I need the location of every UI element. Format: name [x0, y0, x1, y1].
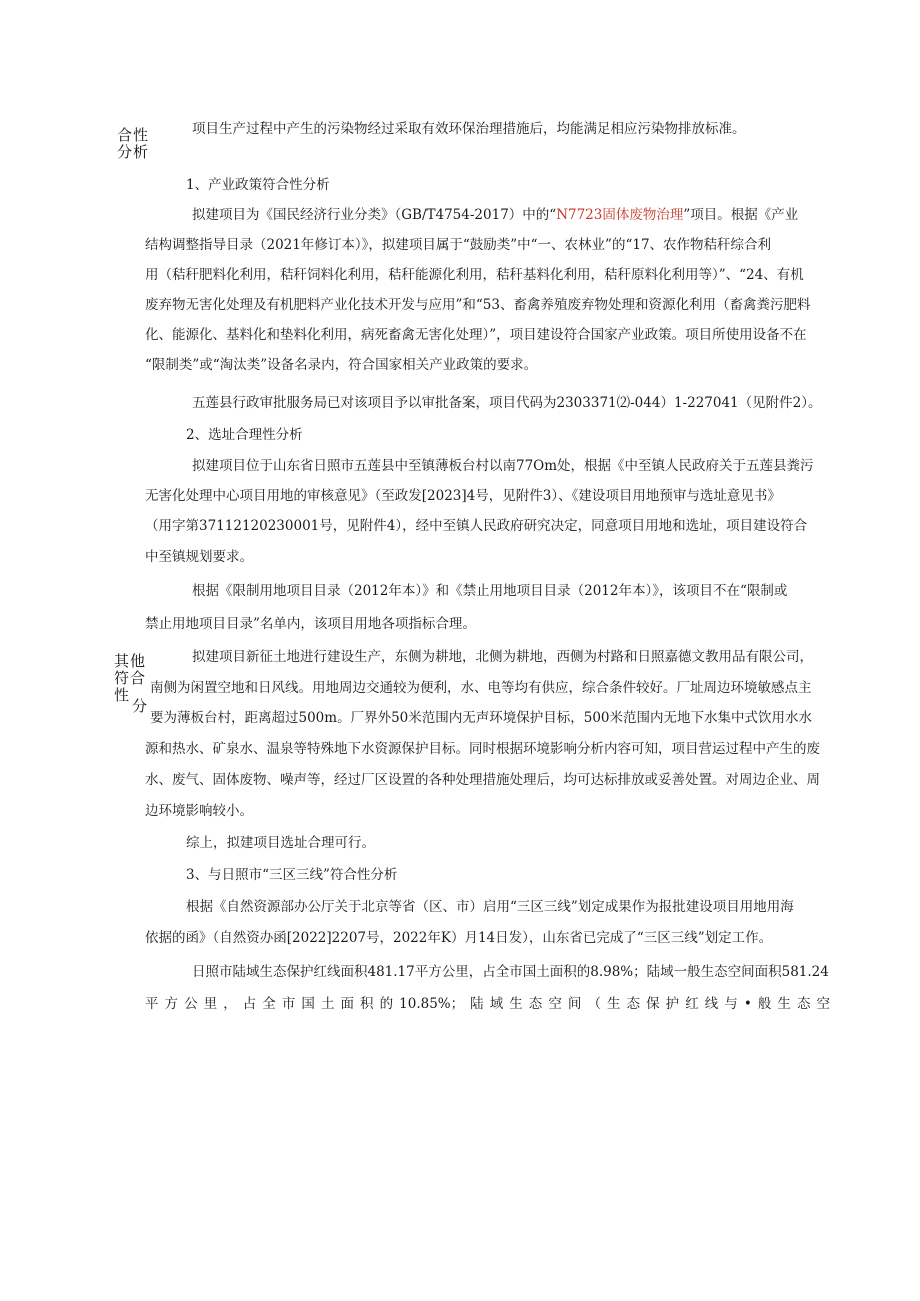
- section2-heading: 2、选址合理性分析: [186, 427, 303, 443]
- side-label-mid-line1: 其他: [114, 652, 147, 670]
- side-label-mid-line4: 分: [132, 697, 149, 715]
- section2-para3-line6: 边环境影响较小。: [145, 803, 253, 819]
- section1-para1-line5: 化、能源化、基料化和垫料化利用，病死畜禽无害化处理）”，项目建设符合国家产业政策。项目所使用设备不在: [145, 327, 807, 343]
- section1-heading: 1、产业政策符合性分析: [186, 177, 330, 193]
- section1-para1-line1: 拟建项目为《国民经济行业分类》（GB/T4754-2017）中的“N7723固体废物治理”项目。根据《产业: [192, 207, 799, 223]
- side-label-top-line2: 分析: [117, 143, 150, 161]
- section2-para1-line3: （用字第37112120230001号，见附件4），经中至镇人民政府研究决定，同意项目用地和选址，项目建设符合: [145, 518, 808, 534]
- section1-para1-line6: “限制类”或“淘汰类”设备名录内，符合国家相关产业政策的要求。: [145, 357, 538, 373]
- section2-para1-line2: 无害化处理中心项目用地的审核意见》（至政发[2023]4号，见附件3）、《建设项目用地预审与选址意见书》: [145, 488, 781, 504]
- section3-para2-line1: 日照市陆域生态保护红线面积481.17平方公里，占全市国土面积的8.98%；陆域一般生态空间面积581.24: [192, 964, 829, 980]
- section3-para1-line1: 根据《自然资源部办公厅关于北京等省（区、市）启用“三区三线”划定成果作为报批建设项目用地用海: [186, 899, 794, 915]
- side-label-mid: [114, 652, 154, 715]
- section1-para1-line4: 废弃物无害化处理及有机肥料产业化技术开发与应用”和“53、畜禽养殖废弃物处理和资源化利用（畜禽粪污肥料: [145, 297, 811, 313]
- section2-para3-line4: 源和热水、矿泉水、温泉等特殊地下水资源保护目标。同时根据环境影响分析内容可知，项目营运过程中产生的废: [145, 741, 820, 757]
- section3-para1-line2: 依据的函》（自然资办函[2022]2207号，2022年K）月14日发），山东省已完成了“三区三线”划定工作。: [145, 930, 773, 946]
- side-label-top-line1: 合性: [117, 126, 150, 144]
- section2-conclusion: 综上，拟建项目选址合理可行。: [186, 835, 375, 851]
- side-label-top: [117, 127, 149, 161]
- intro-paragraph: 项目生产过程中产生的污染物经过采取有效环保治理措施后，均能满足相应污染物排放标准。: [192, 121, 746, 137]
- industry-code-highlight: N7723固体废物治理: [556, 207, 684, 223]
- section2-para1-line4: 中至镇规划要求。: [145, 549, 253, 565]
- section2-para3-line3: 要为薄板台村，距离超过500m。厂界外50米范围内无声环境保护目标，500米范围内无地下水集中式饮用水水: [150, 710, 813, 726]
- side-label-mid-line2: 符合: [114, 669, 147, 687]
- section2-para3-line2: 南侧为闲置空地和日风线。用地周边交通较为便利，水、电等均有供应，综合条件较好。厂址周边环境敏感点主: [150, 680, 812, 696]
- section1-para2: 五莲县行政审批服务局已对该项目予以审批备案，项目代码为2303371⑵-044）1-227041（见附件2）。: [192, 395, 822, 411]
- section3-para2-line2: 平方公里，占全市国土面积的10.85%；陆域生态空间（生态保护红线与•般生态空: [145, 996, 830, 1012]
- section2-para1-line1: 拟建项目位于山东省日照市五莲县中至镇薄板台村以南77Om处，根据《中至镇人民政府关于五莲县粪污: [192, 458, 814, 474]
- section2-para2-line2: 禁止用地项目目录”名单内，该项目用地各项指标合理。: [145, 616, 476, 632]
- section1-para1-line3: 用（秸秆肥料化利用，秸秆饲料化利用，秸秆能源化利用，秸秆基料化利用，秸秆原料化利用等）”、“24、有机: [145, 267, 804, 283]
- section1-para1-line2: 结构调整指导目录（2021年修订本）》，拟建项目属于“鼓励类”中“一、农林业”的“17、农作物秸秆综合利: [145, 237, 772, 253]
- section2-para3-line5: 水、废气、固体废物、噪声等，经过厂区设置的各种处理措施处理后，均可达标排放或妥善处置。对周边企业、周: [145, 772, 820, 788]
- section3-heading: 3、与日照市“三区三线”符合性分析: [186, 867, 398, 883]
- section2-para3-line1: 拟建项目新征土地进行建设生产，东侧为耕地，北侧为耕地，西侧为村路和日照嘉德文教用品有限公司，: [192, 649, 813, 665]
- section2-para2-line1: 根据《限制用地项目目录（2012年本）》和《禁止用地项目目录（2012年本）》，该项目不在“限制或: [192, 583, 788, 599]
- side-label-mid-line3: 性: [114, 686, 131, 704]
